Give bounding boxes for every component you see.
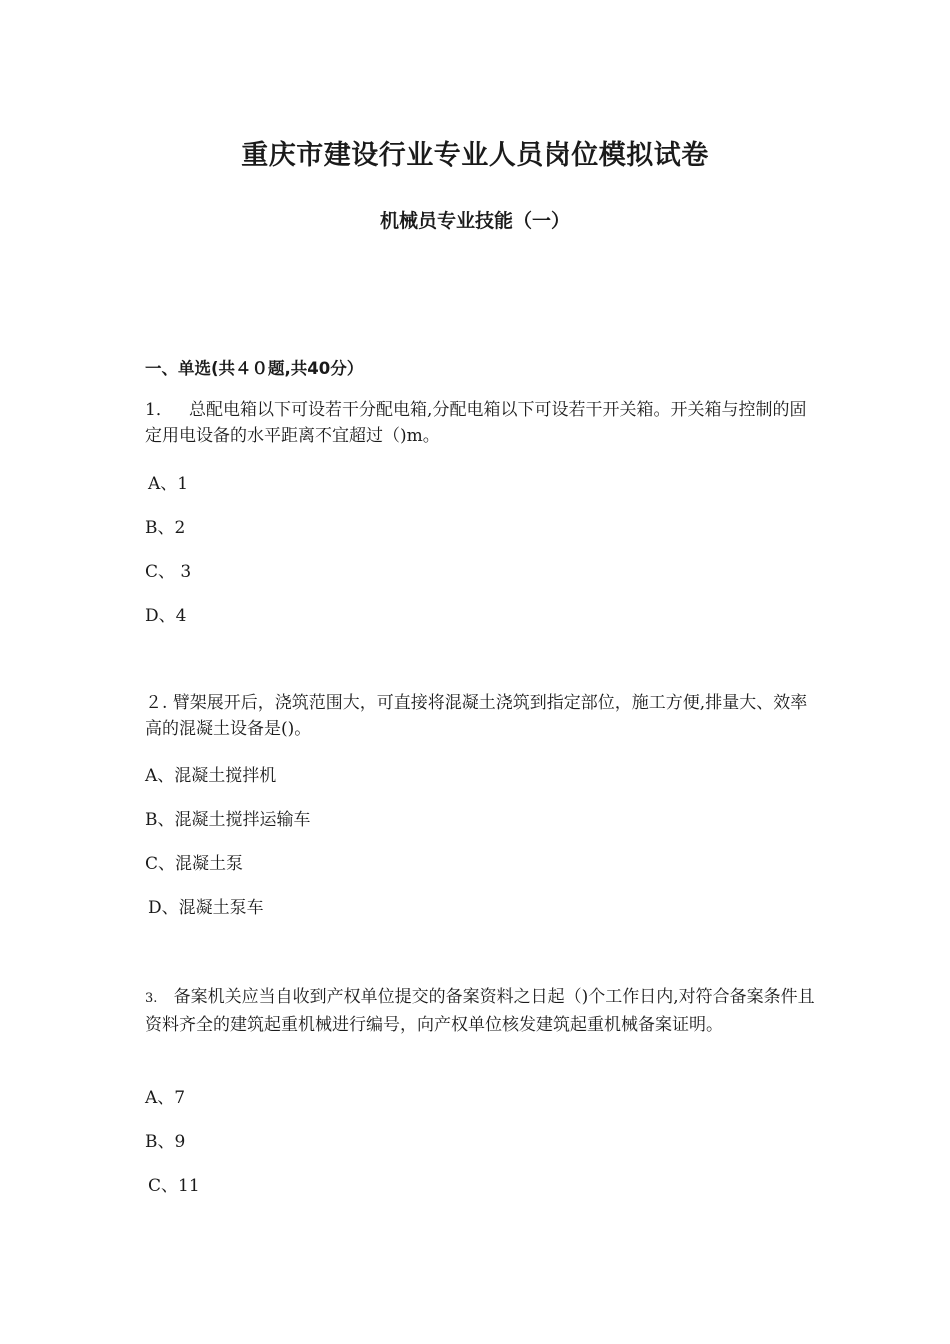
option-d: D、混凝土泵车 [148, 898, 264, 918]
question-1 [145, 397, 815, 449]
option-b: B、9 [145, 1132, 186, 1152]
question-text: 臂架展开后，浇筑范围大，可直接将混凝土浇筑到指定部位，施工方便,排量大、效率高的混凝土设备是()。 [145, 693, 808, 739]
option-d: D、4 [145, 606, 187, 626]
section-heading: 一、单选(共４０题,共40分） [145, 359, 364, 378]
option-c: C、11 [148, 1176, 200, 1196]
document-subtitle: 机械员专业技能（一） [379, 210, 570, 232]
question-2 [145, 690, 815, 742]
option-a: A、7 [145, 1088, 186, 1108]
question-number: 3. [145, 991, 158, 1006]
option-c: C、混凝土泵 [145, 854, 244, 874]
question-number: ２. [145, 693, 168, 713]
question-number: 1． [145, 400, 173, 420]
document-title: 重庆市建设行业专业人员岗位模拟试卷 [241, 140, 709, 171]
question-text: 总配电箱以下可设若干分配电箱,分配电箱以下可设若干开关箱。开关箱与控制的固定用电设备的水平距离不宜超过（)m。 [145, 400, 807, 446]
option-b: B、混凝土搅拌运输车 [145, 810, 311, 830]
option-b: B、2 [145, 518, 186, 538]
option-a: A、1 [148, 474, 189, 494]
question-3 [145, 984, 815, 1038]
question-text: 备案机关应当自收到产权单位提交的备案资料之日起（)个工作日内,对符合备案条件且资料齐全的建筑起重机械进行编号，向产权单位核发建筑起重机械备案证明。 [145, 987, 815, 1035]
option-c: C、 3 [145, 562, 192, 582]
option-a: A、混凝土搅拌机 [145, 766, 277, 786]
